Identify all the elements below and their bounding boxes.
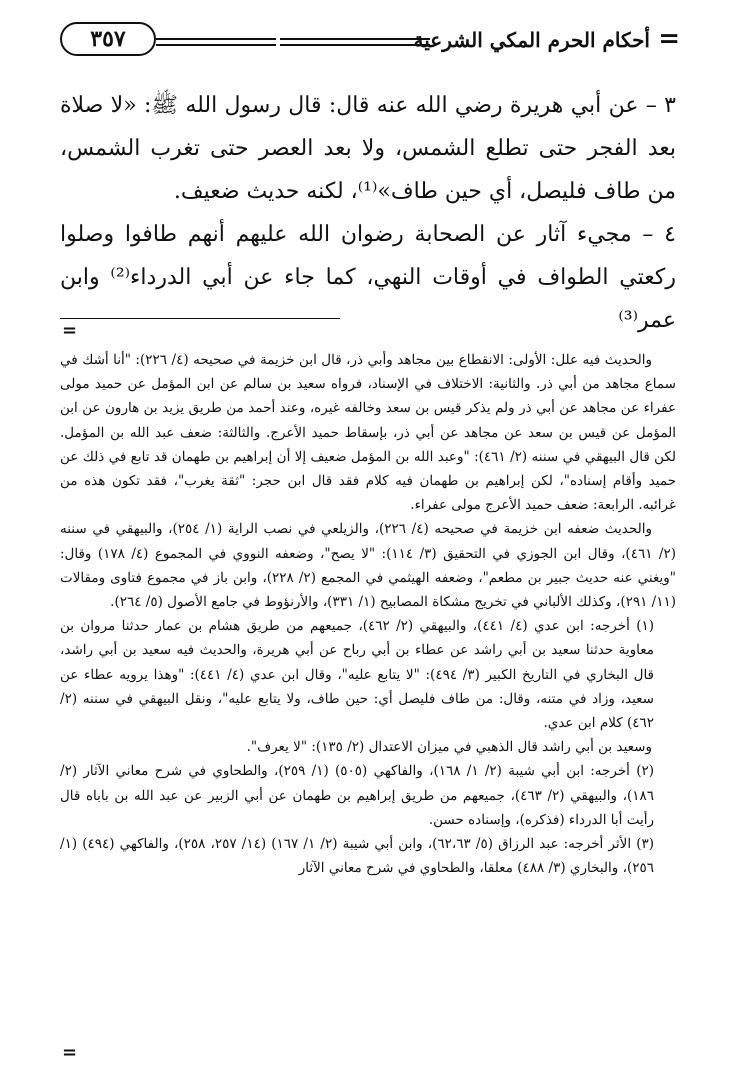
header-ornament: = (658, 24, 680, 54)
footnote-1: (١) أخرجه: ابن عدي (٤/ ٤٤١)، والبيهقي (٢/ ٤٦٢)، جميعهم من طريق هشام بن عمار حدثنا مروان بن معاوية حدثنا سعيد بن أبي راشد عن عطاء بن أبي رباح عن أبي هريرة، والحديث فيه سعيد بن أبي راشد، قال البخاري في التاريخ الكبير (٣/ ٤٩٤): "لا يتابع عليه"، وقال ابن عدي (٤/ ٤٤١): "وهذا يرويه عطاء عن سعيد، وزاد في متنه، وقال: من طاف فليصل أي: حين طاف، ولا يتابع عليه"، ونقل البيهقي في سننه (٢/ ٤٦٢) كلام ابن عدي. (60, 618, 655, 732)
main-text (60, 84, 676, 342)
page-number: ٣٥٧ (60, 22, 156, 56)
footnote-paragraph: والحديث فيه علل: الأولى: الانقطاع بين مجاهد وأبي ذر، قال ابن خزيمة في صحيحه (٤/ ٢٢٦): "أنا أشك في سماع مجاهد من أبي ذر. والثانية: الاختلاف في الإسناد، فرواه سعيد بن سالم عن ابن المؤمل عن حميد مولى عفراء عن مجاهد عن أبي ذر ولم يذكر قيس بن سعد وخالفه غيره، وعند أحمد من طريق يزيد بن هارون عن ابن المؤمل عن قيس بن سعد عن مجاهد عن أبي ذر، بإسقاط حميد الأعرج. والثالثة: ضعف عبد الله بن المؤمل. لكن قال البيهقي في سننه (٢/ ٤٦١): "وعبد الله بن المؤمل ضعيف إلا أن إبراهيم بن طهمان قد تابع في ذلك عن حميد وأقام إسناده"، لكن إبراهيم بن طهمان فيه كلام فقد قال ابن حجر: "ثقة يغرب"، فقد تكون هذه من غرائبه. الرابعة: ضعف حميد الأعرج مولى عفراء. (60, 352, 676, 514)
footnote-paragraph: والحديث ضعفه ابن خزيمة في صحيحه (٤/ ٢٢٦)، والزيلعي في نصب الراية (١/ ٢٥٤)، والبيهقي في سننه (٢/ ٤٦١)، وقال ابن الجوزي في التحقيق (٣/ ١١٤): "لا يصح"، وضعفه النووي في المجموع (٤/ ١٧٨) وقال: "ويغني عنه حديث جبير بن مطعم"، وضعفه الهيثمي في المجمع (٢/ ٢٢٨)، وابن باز في مجموع فتاوى ومقالات (١١/ ٢٩١)، وكذلك الألباني في تخريج مشكاة المصابيح (١/ ٣٣١)، والأرنؤوط في جامع الأصول (٥/ ٢٦٤). (60, 521, 677, 611)
footnote-separator (60, 318, 340, 319)
continuation-mark: = (62, 1042, 78, 1063)
footnote-2: (٢) أخرجه: ابن أبي شيبة (٢/ ١/ ١٦٨)، والفاكهي (٥٠٥) (١/ ٢٥٩)، والطحاوي في شرح معاني الآثار (٢/ ١٨٦)، والبيهقي (٢/ ٤٦٣)، جميعهم من طريق إبراهيم بن طهمان عن أبي الزبير عن عبد الله بن باباه قال رأيت أبا الدرداء (فذكره)، وإسناده حسن. (60, 763, 655, 828)
footnotes (60, 348, 676, 880)
continuation-mark: = (62, 320, 78, 341)
page-number-rule (156, 38, 276, 40)
header-rule (280, 44, 430, 46)
running-title: أحكام الحرم المكي الشرعية (413, 28, 650, 52)
page-number-rule (156, 44, 276, 46)
header-rule (280, 38, 430, 40)
main-paragraph: ٤ – مجيء آثار عن الصحابة رضوان الله عليهم أنهم طافوا وصلوا ركعتي الطواف في أوقات النهي، كما جاء عن أبي الدرداء⁽²⁾ وابن عمر⁽³⁾ (60, 222, 676, 333)
main-paragraph: ٣ – عن أبي هريرة رضي الله عنه قال: قال رسول الله ﷺ: «لا صلاة بعد الفجر حتى تطلع الشمس، ولا بعد العصر حتى تغرب الشمس، من طاف فليصل، أي حين طاف»⁽¹⁾، لكنه حديث ضعيف. (60, 93, 676, 204)
footnote-3: (٣) الأثر أخرجه: عبد الرزاق (٥/ ٦٢،٦٣)، وابن أبي شيبة (٢/ ١/ ١٦٧) (١٤/ ٢٥٧، ٢٥٨)، والفاكهي (٤٩٤) (١/ ٢٥٦)، والبخاري (٣/ ٤٨٨) معلقا، والطحاوي في شرح معاني الآثار (60, 836, 655, 877)
running-header (60, 22, 680, 68)
footnote-paragraph: وسعيد بن أبي راشد قال الذهبي في ميزان الاعتدال (٢/ ١٣٥): "لا يعرف". (246, 739, 652, 756)
